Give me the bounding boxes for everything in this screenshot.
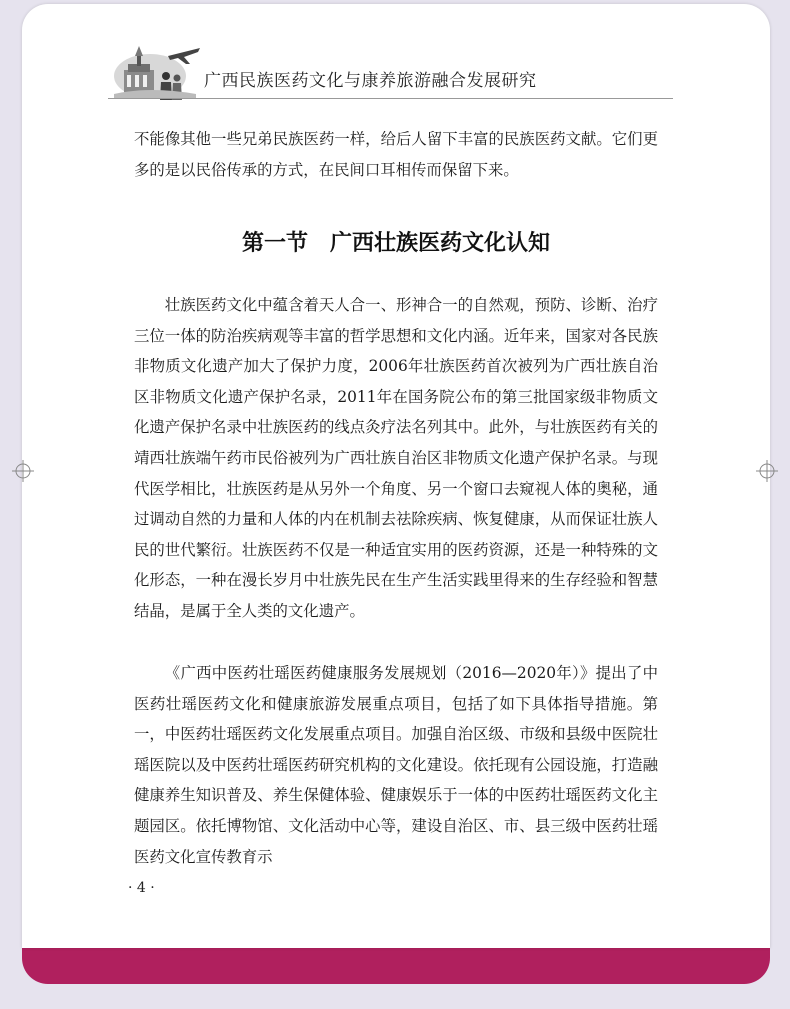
running-header-title: 广西民族医药文化与康养旅游融合发展研究 <box>204 71 537 91</box>
crosshair-registration-icon <box>12 460 34 482</box>
section-heading: 第一节 广西壮族医药文化认知 <box>241 231 550 256</box>
paragraph-development-plan: 《广西中医药壮瑶医药健康服务发展规划（2016—2020年）》提出了中医药壮瑶医药文化和健康旅游发展重点项目，包括了如下具体指导措施。第一，中医药壮瑶医药文化发展重点项目。加强自治区级、市级和县级中医院壮瑶医院以及中医药壮瑶医药研究机构的文化建设。依托现有公园设施，打造融健康养生知识普及、养生保健体验、健康娱乐于一体的中医药壮瑶医药文化主题园区。依托博物馆、文化活动中心等，建设自治区、市、县三级中医药壮瑶医药文化宣传教育示 <box>134 664 658 866</box>
travel-collage-icon <box>110 42 202 102</box>
crosshair-registration-icon <box>756 460 778 482</box>
page-number: · 4 · <box>128 880 155 896</box>
paragraph-continued: 不能像其他一些兄弟民族医药一样，给后人留下丰富的民族医药文献。它们更多的是以民俗传承的方式，在民间口耳相传而保留下来。 <box>134 130 658 179</box>
paragraph-zhuang-medicine: 壮族医药文化中蕴含着天人合一、形神合一的自然观，预防、诊断、治疗三位一体的防治疾病观等丰富的哲学思想和文化内涵。近年来，国家对各民族非物质文化遗产加大了保护力度，2006年壮族医药首次被列为广西壮族自治区非物质文化遗产保护名录，2011年在国务院公布的第三批国家级非物质文化遗产保护名录中壮族医药的线点灸疗法名列其中。此外，与壮族医药有关的靖西壮族端午药市民俗被列为广西壮族自治区非物质文化遗产保护名录。与现代医学相比，壮族医药是从另外一个角度、另一个窗口去窥视人体的奥秘，通过调动自然的力量和人体的内在机制去祛除疾病、恢复健康，从而保证壮族人民的世代繁衍。壮族医药不仅是一种适宜实用的医药资源，还是一种特殊的文化形态，一种在漫长岁月中壮族先民在生产生活实践里得来的生存经验和智慧结晶，是属于全人类的文化遗产。 <box>134 296 658 620</box>
header-divider <box>108 98 673 99</box>
